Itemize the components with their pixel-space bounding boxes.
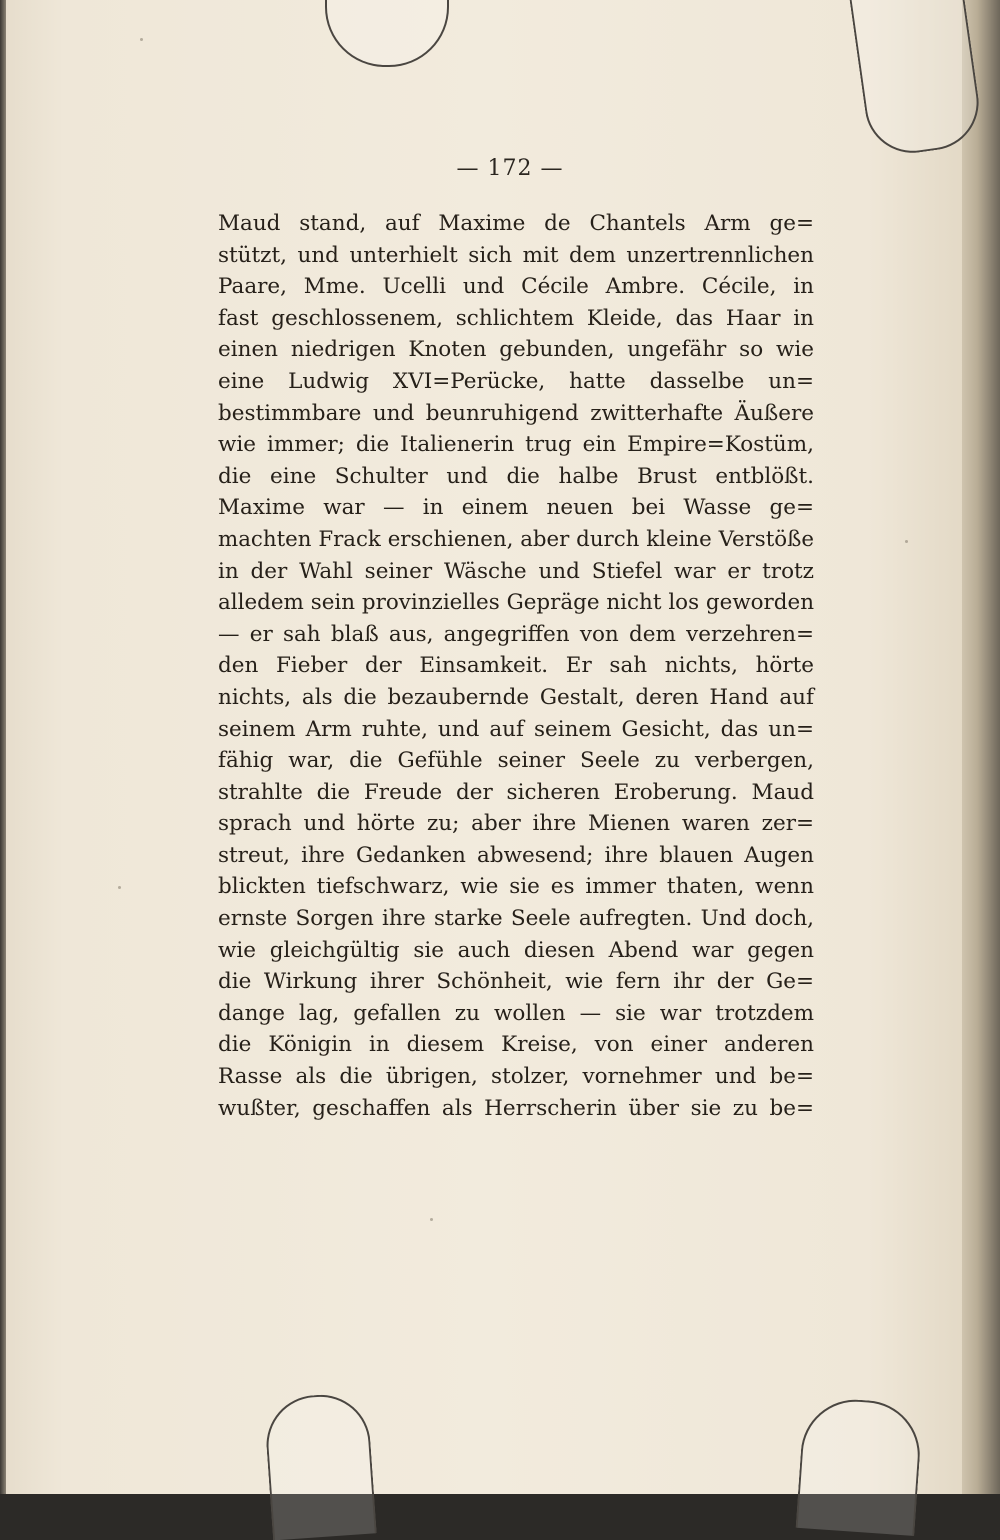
paper-speck: [905, 540, 908, 543]
corner-mount-bottom-left: [263, 1392, 377, 1540]
text-line: sprach und hörte zu; aber ihre Mienen waren zer=: [218, 811, 814, 837]
text-line: Maud stand, auf Maxime de Chantels Arm ge=: [218, 211, 814, 236]
corner-mount-bottom-right: [796, 1396, 924, 1536]
text-line: — er sah blaß aus, angegriffen von dem verzehren=: [218, 621, 814, 647]
paper-speck: [118, 886, 121, 889]
body-text: [218, 208, 814, 1124]
text-line: ernste Sorgen ihre starke Seele aufregten. Und doch,: [218, 906, 814, 932]
page-right-edge: [962, 0, 1000, 1494]
text-line: alledem sein provinzielles Gepräge nicht los geworden: [218, 590, 814, 616]
text-line: Paare, Mme. Ucelli und Cécile Ambre. Cécile, in: [218, 274, 814, 300]
text-line: seinem Arm ruhte, und auf seinem Gesicht, das un=: [218, 716, 814, 742]
text-line: bestimmbare und beunruhigend zwitterhafte Äußere: [218, 400, 814, 426]
text-line: machten Frack erschienen, aber durch kleine Verstöße: [218, 526, 814, 552]
text-line: stützt, und unterhielt sich mit dem unzertrennlichen: [218, 242, 814, 268]
text-line: wußter, geschaffen als Herrscherin über sie zu be=: [218, 1095, 814, 1121]
paper-speck: [430, 1218, 433, 1221]
text-line: Maxime war — in einem neuen bei Wasse ge=: [218, 495, 814, 521]
text-line: in der Wahl seiner Wäsche und Stiefel war er trotz: [218, 558, 814, 584]
paper-speck: [140, 38, 143, 41]
text-line: eine Ludwig XVI=Perücke, hatte dasselbe un=: [218, 368, 814, 394]
text-line: einen niedrigen Knoten gebunden, ungefähr so wie: [218, 337, 814, 363]
text-line: dange lag, gefallen zu wollen — sie war trotzdem: [218, 1000, 814, 1026]
text-line: streut, ihre Gedanken abwesend; ihre blauen Augen: [218, 842, 814, 868]
text-line: wie immer; die Italienerin trug ein Empire=Kostüm,: [218, 432, 814, 458]
text-line: fähig war, die Gefühle seiner Seele zu verbergen,: [218, 748, 814, 774]
page-number: — 172 —: [456, 156, 564, 181]
text-line: strahlte die Freude der sicheren Eroberung. Maud: [218, 779, 814, 805]
text-line: die eine Schulter und die halbe Brust entblößt.: [218, 463, 814, 489]
text-line: den Fieber der Einsamkeit. Er sah nichts, hörte: [218, 653, 814, 679]
text-line: wie gleichgültig sie auch diesen Abend war gegen: [218, 937, 814, 963]
text-line: nichts, als die bezaubernde Gestalt, deren Hand auf: [218, 684, 814, 710]
text-line: die Wirkung ihrer Schönheit, wie fern ihr der Ge=: [218, 969, 814, 995]
text-line: blickten tiefschwarz, wie sie es immer thaten, wenn: [218, 874, 814, 900]
text-line: die Königin in diesem Kreise, von einer anderen: [218, 1032, 814, 1058]
text-line: fast geschlossenem, schlichtem Kleide, das Haar in: [218, 305, 814, 331]
text-line: Rasse als die übrigen, stolzer, vornehmer und be=: [218, 1064, 814, 1090]
